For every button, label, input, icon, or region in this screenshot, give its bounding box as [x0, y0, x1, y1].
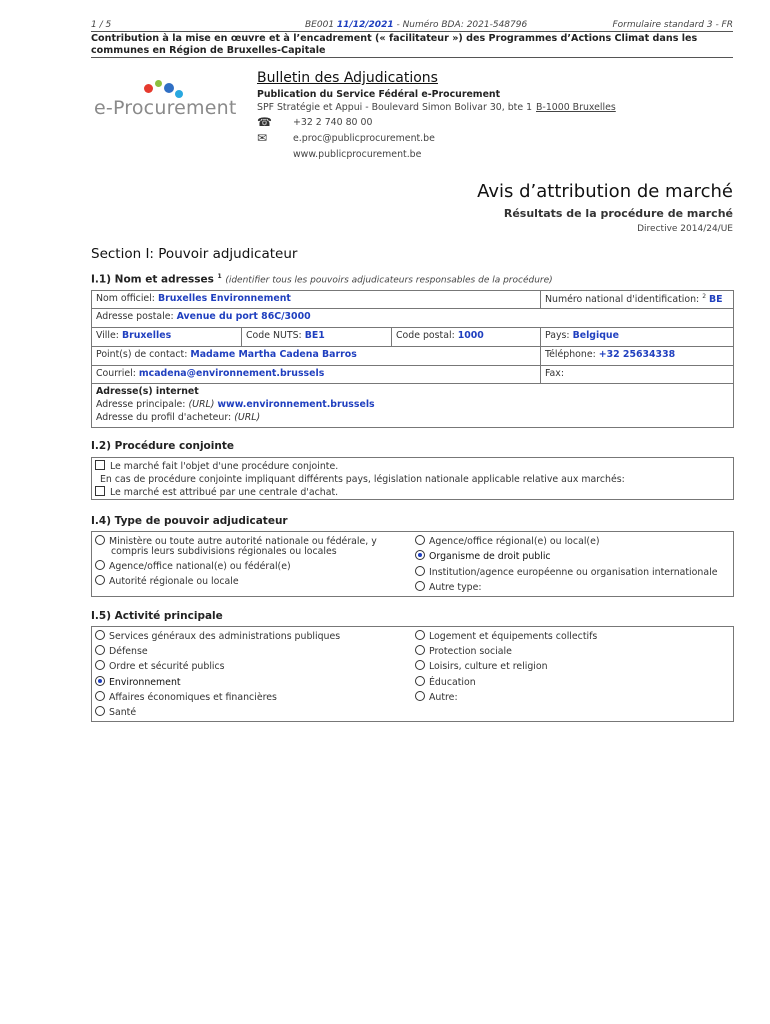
- authority-type-radio-checked[interactable]: [415, 550, 425, 560]
- authority-type-radio[interactable]: [415, 566, 425, 576]
- national-id-value: BE: [709, 294, 723, 306]
- activity-option[interactable]: [95, 691, 277, 703]
- authority-type-label: Autorité régionale ou locale: [109, 576, 239, 587]
- activity-radio[interactable]: [95, 691, 105, 701]
- notice-subtitle: Résultats de la procédure de marché: [503, 207, 733, 220]
- national-id-footnote-mark: 2: [702, 293, 707, 300]
- zip-value: 1000: [457, 330, 484, 341]
- activity-label: Ordre et sécurité publics: [109, 661, 225, 672]
- reference: [305, 20, 527, 30]
- national-id-label: Numéro national d'identification:: [545, 294, 700, 306]
- activity-option-selected[interactable]: [95, 676, 181, 688]
- envelope-icon: ✉: [257, 131, 268, 145]
- postal-value: Avenue du port 86C/3000: [176, 311, 311, 322]
- activity-label: Services généraux des administrations publiques: [109, 631, 341, 642]
- activity-option[interactable]: [415, 676, 476, 688]
- joint-procedure-label: Le marché fait l'objet d'une procédure conjointe.: [110, 461, 339, 472]
- i5-heading: I.5) Activité principale: [91, 610, 223, 622]
- phone-value: +32 25634338: [598, 349, 676, 360]
- zip-cell: [391, 327, 541, 347]
- contact-value: Madame Martha Cadena Barros: [190, 349, 357, 360]
- official-name-label: Nom officiel:: [96, 293, 155, 304]
- central-purchasing-label: Le marché est attribué par une centrale d'achat.: [110, 487, 339, 498]
- logo-wordmark: e-Procurement: [94, 97, 237, 119]
- activity-radio[interactable]: [95, 630, 105, 640]
- official-name-cell: [91, 290, 541, 309]
- authority-type-radio[interactable]: [95, 575, 105, 585]
- notice-title: Avis d’attribution de marché: [477, 181, 733, 202]
- fax-label: Fax:: [545, 368, 564, 379]
- authority-type-option[interactable]: [95, 560, 291, 572]
- activity-radio[interactable]: [415, 660, 425, 670]
- authority-type-label: Organisme de droit public: [429, 551, 551, 562]
- activity-radio[interactable]: [95, 706, 105, 716]
- i2-heading: I.2) Procédure conjointe: [91, 440, 234, 452]
- main-url-row: [96, 398, 729, 411]
- email-value[interactable]: mcadena@environnement.brussels: [138, 368, 325, 379]
- authority-type-option[interactable]: [415, 581, 482, 593]
- activity-label: Logement et équipements collectifs: [429, 631, 598, 642]
- postal-label: Adresse postale:: [96, 311, 174, 322]
- activity-radio[interactable]: [95, 660, 105, 670]
- phone-icon: ☎: [257, 115, 272, 129]
- joint-procedure-checkbox[interactable]: [95, 460, 105, 470]
- activity-radio[interactable]: [415, 676, 425, 686]
- internet-address-cell: [91, 383, 734, 428]
- activity-label: Loisirs, culture et religion: [429, 661, 548, 672]
- postal-address-cell: [91, 308, 734, 328]
- national-id-cell: [540, 290, 734, 309]
- city-cell: [91, 327, 242, 347]
- authority-type-label: Ministère ou toute autre autorité nationale ou fédérale, y: [109, 536, 377, 547]
- page-number: 1 / 5: [91, 20, 112, 30]
- authority-type-label: Institution/agence européenne ou organisation internationale: [429, 567, 718, 578]
- official-name-value: Bruxelles Environnement: [157, 293, 291, 304]
- activity-option[interactable]: [415, 691, 458, 703]
- authority-type-option[interactable]: [95, 575, 239, 587]
- buyer-profile-url: (URL): [234, 412, 261, 423]
- nuts-value: BE1: [304, 330, 325, 341]
- city-label: Ville:: [96, 330, 119, 341]
- logo-dot-red: [144, 84, 153, 93]
- phone-label: Téléphone:: [545, 349, 596, 360]
- section-title: Section I: Pouvoir adjudicateur: [91, 246, 298, 262]
- phone-cell: [540, 346, 734, 366]
- reference-prefix: BE001: [305, 20, 335, 30]
- main-url-label: Adresse principale:: [96, 399, 186, 410]
- activity-radio[interactable]: [95, 645, 105, 655]
- authority-type-label: Agence/office national(e) ou fédéral(e): [109, 561, 291, 572]
- activity-option[interactable]: [415, 660, 548, 672]
- authority-type-radio[interactable]: [95, 535, 105, 545]
- activity-radio[interactable]: [415, 630, 425, 640]
- zip-label: Code postal:: [396, 330, 455, 341]
- bulletin-address: SPF Stratégie et Appui - Boulevard Simon Bolivar 30, bte 1: [257, 102, 533, 113]
- authority-type-label: Autre type:: [429, 582, 482, 593]
- activity-label: Santé: [109, 707, 137, 718]
- activity-option[interactable]: [415, 630, 597, 642]
- eprocurement-logo: [94, 78, 237, 128]
- i4-heading: I.4) Type de pouvoir adjudicateur: [91, 515, 288, 527]
- bulletin-phone: +32 2 740 80 00: [293, 117, 373, 128]
- bulletin-title[interactable]: Bulletin des Adjudications: [257, 70, 438, 86]
- activity-label: Autre:: [429, 692, 458, 703]
- i1-heading: [91, 273, 553, 286]
- activity-option[interactable]: [95, 630, 340, 642]
- i1-note: (identifier tous les pouvoirs adjudicateurs responsables de la procédure): [225, 275, 553, 286]
- activity-label: Éducation: [429, 677, 476, 688]
- i1-heading-text: I.1) Nom et adresses: [91, 273, 214, 286]
- activity-option[interactable]: [415, 645, 512, 657]
- buyer-profile-row: [96, 411, 729, 424]
- activity-option[interactable]: [95, 660, 225, 672]
- email-label: Courriel:: [96, 368, 136, 379]
- buyer-profile-label: Adresse du profil d'acheteur:: [96, 412, 232, 423]
- authority-type-option-selected[interactable]: [415, 550, 551, 562]
- country-label: Pays:: [545, 330, 570, 341]
- bulletin-city[interactable]: B-1000 Bruxelles: [536, 102, 616, 113]
- activity-label: Affaires économiques et financières: [109, 692, 277, 703]
- bda-number: - Numéro BDA: 2021-548796: [396, 20, 528, 30]
- logo-dot-green: [155, 80, 162, 87]
- fax-cell: [540, 365, 734, 384]
- central-purchasing-checkbox[interactable]: [95, 486, 105, 496]
- central-purchasing-option[interactable]: [95, 486, 338, 498]
- joint-procedure-option[interactable]: [95, 460, 338, 472]
- email-cell: [91, 365, 541, 384]
- activity-label: Protection sociale: [429, 646, 512, 657]
- bulletin-publisher: Publication du Service Fédéral e-Procurement: [257, 89, 501, 100]
- country-value: Belgique: [572, 330, 619, 341]
- bulletin-website[interactable]: www.publicprocurement.be: [293, 149, 422, 160]
- contact-label: Point(s) de contact:: [96, 349, 188, 360]
- city-value: Bruxelles: [121, 330, 172, 341]
- main-url-value[interactable]: www.environnement.brussels: [217, 399, 375, 410]
- header-rule: [91, 31, 733, 32]
- activity-radio[interactable]: [415, 691, 425, 701]
- subject-rule: [91, 57, 733, 58]
- nuts-cell: [241, 327, 392, 347]
- nuts-label: Code NUTS:: [246, 330, 302, 341]
- i1-footnote-mark: 1: [217, 273, 222, 280]
- activity-radio[interactable]: [415, 645, 425, 655]
- activity-label: Défense: [109, 646, 148, 657]
- authority-type-radio[interactable]: [415, 581, 425, 591]
- activity-option[interactable]: [95, 706, 136, 718]
- internet-heading: Adresse(s) internet: [96, 386, 199, 397]
- authority-type-option[interactable]: [415, 566, 717, 578]
- main-url-tag: (URL): [188, 399, 215, 410]
- activity-option[interactable]: [95, 645, 148, 657]
- notice-subject: Contribution à la mise en œuvre et à l’encadrement (« facilitateur ») des Programmes d’Actions Climat dans les communes en Région de Bruxelles-Capitale: [91, 33, 698, 56]
- activity-radio-checked[interactable]: [95, 676, 105, 686]
- form-type: Formulaire standard 3 - FR: [612, 20, 733, 30]
- authority-type-label-cont: compris leurs subdivisions régionales ou locales: [111, 546, 337, 557]
- notice-directive: Directive 2014/24/UE: [637, 224, 733, 234]
- authority-type-option[interactable]: [415, 535, 600, 547]
- logo-dot-blue: [164, 83, 174, 93]
- reference-date: 11/12/2021: [336, 20, 394, 30]
- bulletin-email[interactable]: e.proc@publicprocurement.be: [293, 133, 435, 144]
- activity-label: Environnement: [109, 677, 181, 688]
- authority-type-radio[interactable]: [415, 535, 425, 545]
- contact-cell: [91, 346, 541, 366]
- joint-procedure-note: En cas de procédure conjointe impliquant différents pays, législation nationale applicable relative aux marchés:: [100, 474, 625, 485]
- authority-type-radio[interactable]: [95, 560, 105, 570]
- country-cell: [540, 327, 734, 347]
- authority-type-label: Agence/office régional(e) ou local(e): [429, 536, 600, 547]
